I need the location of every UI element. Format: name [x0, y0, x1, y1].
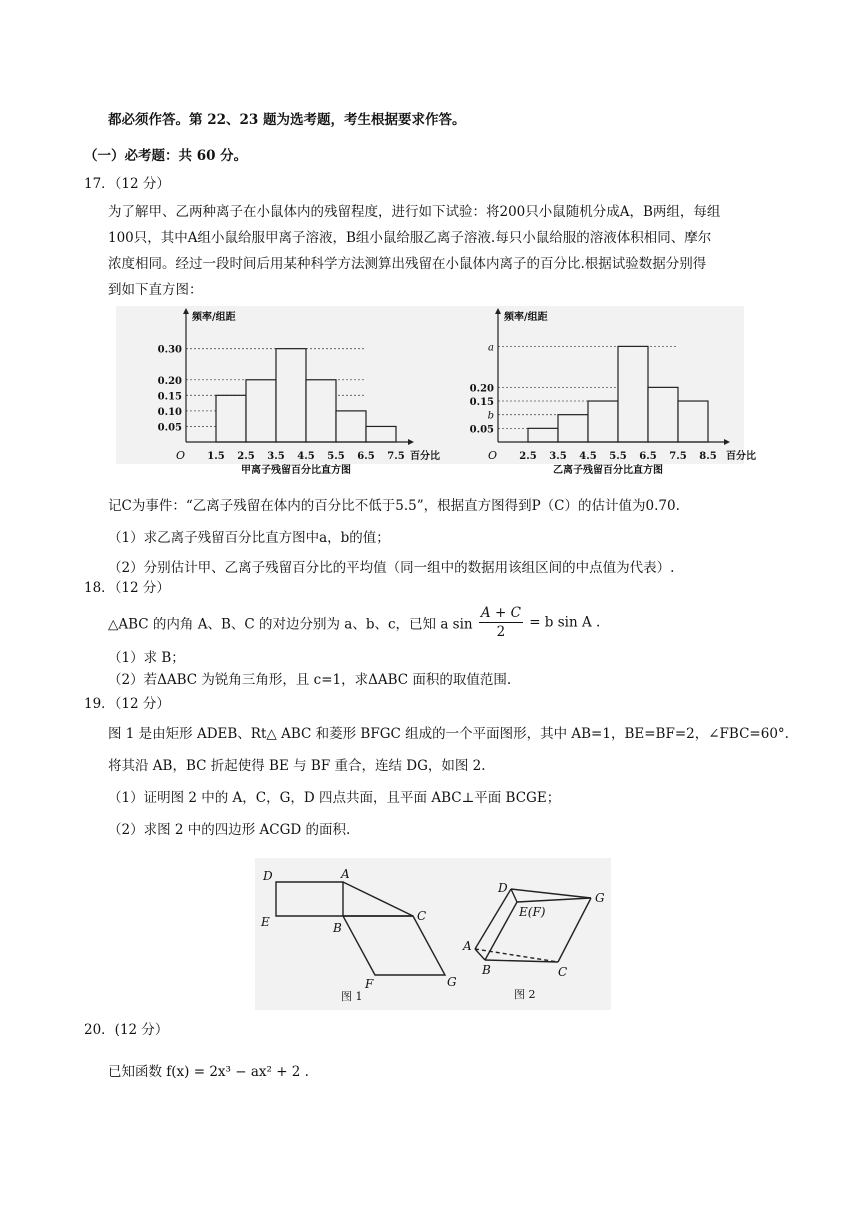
chart2-y-tick-label: 0.20 [469, 383, 494, 395]
chart1-x-tick-label: 5.5 [327, 451, 345, 462]
chart2-bar [678, 401, 708, 442]
chart2-origin-label: O [488, 449, 498, 462]
chart2-x-tick-label: 2.5 [519, 451, 537, 462]
chart1-x-axis-label: 百分比 [410, 451, 440, 462]
chart2-x-axis-label: 百分比 [726, 451, 756, 462]
chart2-y-axis-label: 频率/组距 [504, 312, 548, 323]
chart1-origin-label: O [176, 449, 186, 462]
q17-stem-line: 为了解甲、乙两种离子在小鼠体内的残留程度，进行如下试验：将200只小鼠随机分成A，B两组，每组 [108, 204, 721, 220]
chart1-bar [306, 380, 336, 442]
label-e1: E [261, 915, 270, 929]
segment-dg [511, 889, 591, 898]
chart1-x-tick-label: 4.5 [297, 451, 315, 462]
chart1-y-tick-label: 0.20 [157, 375, 182, 387]
segment-eg [517, 898, 591, 902]
chart2-x-tick-label: 7.5 [669, 451, 687, 462]
label-a2: A [463, 939, 472, 953]
caption-fig2: 图 2 [514, 988, 536, 1001]
chart2-x-tick-label: 6.5 [639, 451, 657, 462]
chart1-y-tick-label: 0.05 [157, 422, 182, 434]
chart1-bar [246, 380, 276, 442]
q18-sub2: （2）若ΔABC 为锐角三角形，且 c=1，求ΔABC 面积的取值范围. [108, 672, 512, 688]
caption-fig1: 图 1 [341, 990, 363, 1003]
label-c1: C [417, 909, 427, 923]
label-b2: B [482, 963, 491, 977]
q19-sub2: （2）求图 2 中的四边形 ACGD 的面积. [108, 822, 351, 838]
segment-ac [343, 882, 413, 916]
q18-sub1: （1）求 B； [108, 650, 185, 666]
q18-stem-b: = b sin A . [529, 614, 601, 631]
chart2-x-tick-label: 5.5 [609, 451, 627, 462]
q17-header: 17．（12 分） [84, 176, 170, 192]
chart1-bar [276, 349, 306, 442]
geometry-svg [255, 858, 611, 1010]
chart2-y-axis-arrow [495, 308, 501, 314]
fraction-numerator: A + C [480, 605, 521, 621]
chart2-x-tick-label: 4.5 [579, 451, 597, 462]
chart1-x-tick-label: 1.5 [207, 451, 225, 462]
q17-stem [108, 199, 748, 303]
chart2-x-axis-arrow [724, 439, 730, 445]
rhombus-bfgc [343, 916, 445, 975]
chart2-title: 乙离子残留百分比直方图 [553, 465, 663, 476]
chart1-bar [336, 411, 366, 442]
label-a1: A [341, 867, 350, 881]
q18-stem-a: △ABC 的内角 A、B、C 的对边分别为 a、b、c，已知 a sin [108, 616, 473, 633]
fraction-denominator: 2 [496, 624, 506, 640]
rectangle-adeb [276, 882, 343, 916]
chart2-y-tick-label: b [487, 410, 494, 422]
q19-stem-line2: 将其沿 AB，BC 折起使得 BE 与 BF 重合，连结 DG，如图 2. [108, 758, 486, 774]
section-title: （一）必考题：共 60 分。 [84, 148, 248, 164]
chart1-y-tick-label: 0.30 [157, 344, 182, 356]
q20-stem: 已知函数 f(x) = 2x³ − ax² + 2 . [108, 1064, 309, 1080]
q17-sub2: （2）分别估计甲、乙离子残留百分比的平均值（同一组中的数据用该组区间的中点值为代表）. [108, 560, 675, 576]
q17-sub1: （1）求乙离子残留百分比直方图中a，b的值； [108, 530, 390, 546]
chart2-y-tick-label: 0.15 [469, 397, 494, 409]
chart1-y-tick-label: 0.15 [157, 391, 182, 403]
chart2-x-tick-label: 3.5 [549, 451, 567, 462]
chart1-x-tick-label: 3.5 [267, 451, 285, 462]
chart1-y-axis-label: 频率/组距 [192, 312, 236, 323]
segment-de [511, 889, 517, 902]
chart2-bar [588, 401, 618, 442]
label-g1: G [447, 975, 457, 989]
chart2-bar [648, 387, 678, 442]
label-d2: D [498, 881, 508, 895]
chart2-x-tick-label: 8.5 [699, 451, 717, 462]
label-f1: F [365, 977, 374, 991]
chart1-y-axis-arrow [183, 308, 189, 314]
q18-stem [108, 604, 600, 641]
chart1-bar [366, 426, 396, 442]
q20-header: 20．(12 分） [84, 1022, 169, 1038]
chart1-y-tick-label: 0.10 [157, 406, 182, 418]
chart2-bar [618, 346, 648, 442]
chart1-x-tick-label: 6.5 [357, 451, 375, 462]
label-c2: C [558, 965, 568, 979]
chart2-bar [528, 428, 558, 442]
q18-header: 18．（12 分） [84, 580, 170, 596]
histograms-svg [116, 306, 756, 476]
chart2-bar [558, 415, 588, 442]
label-g2: G [595, 891, 605, 905]
q17-after-chart: 记C为事件：“乙离子残留在体内的百分比不低于5.5”，根据直方图得到P（C）的估计值为0.70. [108, 498, 680, 514]
chart1-x-tick-label: 7.5 [387, 451, 405, 462]
q19-sub1: （1）证明图 2 中的 A，C，G，D 四点共面，且平面 ABC⊥平面 BCGE； [108, 790, 561, 806]
label-b1: B [333, 921, 342, 935]
q17-stem-line: 到如下直方图： [108, 282, 203, 298]
chart1-title: 甲离子残留百分比直方图 [241, 465, 351, 476]
chart2-y-tick-label: a [488, 342, 494, 354]
geometry-figures [255, 858, 611, 1010]
chart2-y-tick-label: 0.05 [469, 424, 494, 436]
intro-line: 都必须作答。第 22、23 题为选考题，考生根据要求作答。 [108, 112, 466, 128]
histogram-figure [116, 306, 756, 476]
chart1-bar [216, 395, 246, 442]
q19-stem-line1: 图 1 是由矩形 ADEB、Rt△ ABC 和菱形 BFGC 组成的一个平面图形，其中 AB=1，BE=BF=2，∠FBC=60°. [108, 726, 789, 742]
q18-fraction [479, 604, 523, 641]
segment-da [475, 889, 511, 949]
label-d1: D [263, 869, 273, 883]
q19-header: 19．（12 分） [84, 696, 170, 712]
q17-stem-line: 100只，其中A组小鼠给服甲离子溶液，B组小鼠给服乙离子溶液.每只小鼠给服的溶液体积相同、摩尔 [108, 230, 712, 246]
q17-stem-line: 浓度相同。经过一段时间后用某种科学方法测算出残留在小鼠体内离子的百分比.根据试验数据分别得 [108, 256, 707, 272]
label-ef2: E(F) [519, 905, 546, 919]
chart1-x-axis-arrow [408, 439, 414, 445]
segment-cg [558, 898, 591, 962]
chart1-x-tick-label: 2.5 [237, 451, 255, 462]
